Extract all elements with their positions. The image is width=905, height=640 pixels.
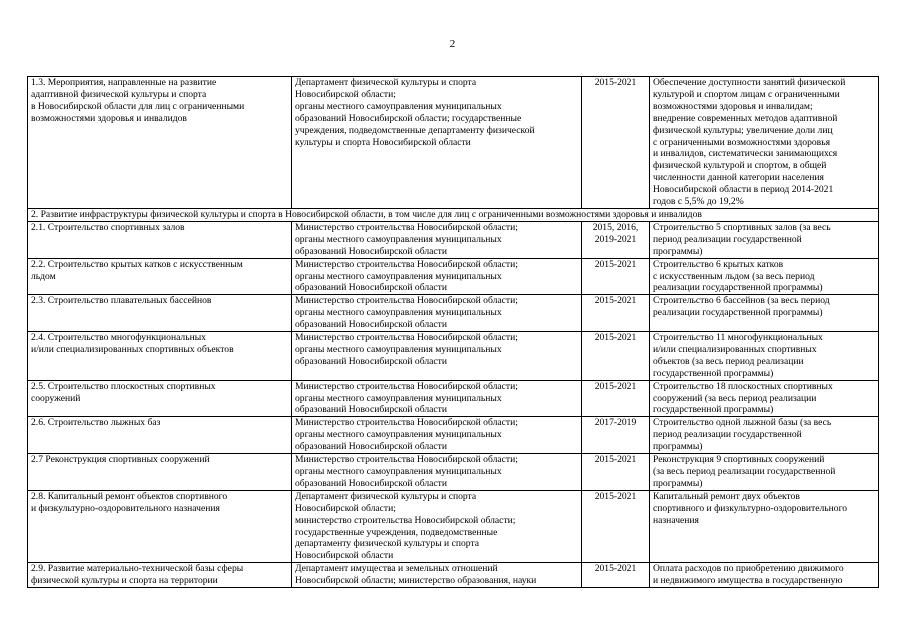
executors-cell: Министерство строительства Новосибирской области; органы местного самоуправления муниципальных образований Новосибирской области: [292, 258, 582, 295]
expected-result-cell: Обеспечение доступности занятий физической культурой и спортом лицам с ограниченными возможностями здоровья и инвалидам; внедрение современных методов адаптивной физической культуры; увеличение доли лиц с ограниченными возможностями здоровья и инвалидов, систематически занимающихся физической культурой и спортом, в общей численности данной категории населения Новосибирской области в период 2014-2021 годов с 5,5% до 19,2%: [650, 77, 879, 209]
table-row: [28, 295, 879, 332]
executors-cell: Министерство строительства Новосибирской области; органы местного самоуправления муниципальных образований Новосибирской области: [292, 417, 582, 454]
section-row: [28, 208, 879, 221]
period-cell: 2015-2021: [582, 77, 650, 209]
expected-result-cell: Строительство 6 крытых катков с искусственным льдом (за весь период реализации государственной программы): [650, 258, 879, 295]
activity-name-cell: 2.7 Реконструкция спортивных сооружений: [28, 454, 292, 491]
executors-cell: Департамент имущества и земельных отношений Новосибирской области; министерство образования, науки: [292, 563, 582, 588]
table-row: [28, 490, 879, 562]
section-heading: 2. Развитие инфраструктуры физической культуры и спорта в Новосибирской области, в том числе для лиц с ограниченными возможностями здоровья и инвалидов: [28, 208, 879, 221]
activity-name-cell: 2.5. Строительство плоскостных спортивных сооружений: [28, 380, 292, 417]
period-cell: 2015-2021: [582, 380, 650, 417]
executors-cell: Министерство строительства Новосибирской области; органы местного самоуправления муниципальных образований Новосибирской области: [292, 454, 582, 491]
table-row: [28, 454, 879, 491]
expected-result-cell: Строительство 5 спортивных залов (за весь период реализации государственной программы): [650, 221, 879, 258]
activity-name-cell: 2.9. Развитие материально-технической базы сферы физической культуры и спорта на территории: [28, 563, 292, 588]
executors-cell: Департамент физической культуры и спорта Новосибирской области; министерство строительства Новосибирской области; государственные учреждения, подведомственные департаменту физической культуры и спорта Новосибирской области: [292, 490, 582, 562]
table-row: [28, 563, 879, 588]
expected-result-cell: Капитальный ремонт двух объектов спортивного и физкультурно-оздоровительного назначения: [650, 490, 879, 562]
table-row: [28, 380, 879, 417]
program-activities-table: [27, 76, 879, 588]
executors-cell: Министерство строительства Новосибирской области; органы местного самоуправления муниципальных образований Новосибирской области: [292, 332, 582, 381]
expected-result-cell: Реконструкция 9 спортивных сооружений (за весь период реализации государственной программы): [650, 454, 879, 491]
executors-cell: Министерство строительства Новосибирской области; органы местного самоуправления муниципальных образований Новосибирской области: [292, 295, 582, 332]
expected-result-cell: Строительство 18 плоскостных спортивных сооружений (за весь период реализации государственной программы): [650, 380, 879, 417]
activity-name-cell: 2.4. Строительство многофункциональных и/или специализированных спортивных объектов: [28, 332, 292, 381]
period-cell: 2015-2021: [582, 454, 650, 491]
period-cell: 2015-2021: [582, 490, 650, 562]
period-cell: 2015-2021: [582, 258, 650, 295]
expected-result-cell: Строительство 6 бассейнов (за весь период реализации государственной программы): [650, 295, 879, 332]
executors-cell: Министерство строительства Новосибирской области; органы местного самоуправления муниципальных образований Новосибирской области: [292, 221, 582, 258]
expected-result-cell: Строительство 11 многофункциональных и/или специализированных спортивных объектов (за весь период реализации государственной программы): [650, 332, 879, 381]
expected-result-cell: Оплата расходов по приобретению движимого и недвижимого имущества в государственную: [650, 563, 879, 588]
period-cell: 2017-2019: [582, 417, 650, 454]
table-row: [28, 258, 879, 295]
table-row: [28, 221, 879, 258]
table-row: [28, 417, 879, 454]
table-row: [28, 77, 879, 209]
activity-name-cell: 1.3. Мероприятия, направленные на развитие адаптивной физической культуры и спорта в Новосибирской области для лиц с ограниченными возможностями здоровья и инвалидов: [28, 77, 292, 209]
executors-cell: Министерство строительства Новосибирской области; органы местного самоуправления муниципальных образований Новосибирской области: [292, 380, 582, 417]
activity-name-cell: 2.2. Строительство крытых катков с искусственным льдом: [28, 258, 292, 295]
table-row: [28, 332, 879, 381]
period-cell: 2015-2021: [582, 295, 650, 332]
page-number: 2: [449, 38, 456, 50]
period-cell: 2015-2021: [582, 332, 650, 381]
period-cell: 2015-2021: [582, 563, 650, 588]
executors-cell: Департамент физической культуры и спорта Новосибирской области; органы местного самоуправления муниципальных образований Новосибирской области; государственные учреждения, подведомственные департаменту физической культуры и спорта Новосибирской области: [292, 77, 582, 209]
activity-name-cell: 2.3. Строительство плавательных бассейнов: [28, 295, 292, 332]
activity-name-cell: 2.6. Строительство лыжных баз: [28, 417, 292, 454]
expected-result-cell: Строительство одной лыжной базы (за весь период реализации государственной программы): [650, 417, 879, 454]
activity-name-cell: 2.1. Строительство спортивных залов: [28, 221, 292, 258]
activity-name-cell: 2.8. Капитальный ремонт объектов спортивного и физкультурно-оздоровительного назначения: [28, 490, 292, 562]
period-cell: 2015, 2016, 2019-2021: [582, 221, 650, 258]
